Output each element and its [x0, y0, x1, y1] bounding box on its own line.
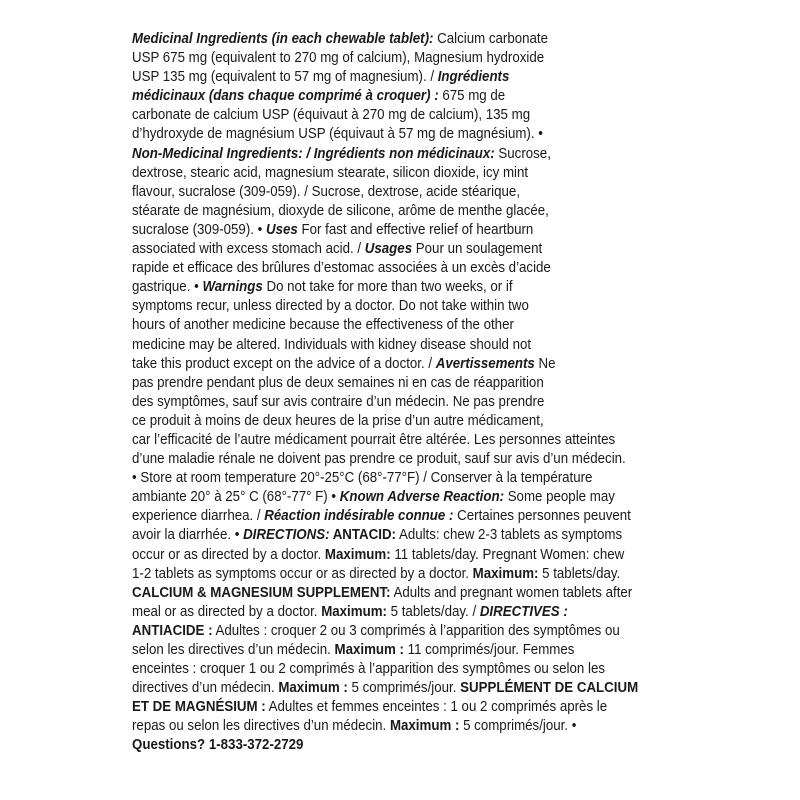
text-line: [132, 507, 653, 526]
text-line: [132, 336, 653, 355]
text-line: [132, 30, 653, 49]
text-line: [132, 125, 653, 144]
text-line: [132, 641, 653, 660]
text-segment: dextrose, stearic acid, magnesium stearate, silicon dioxide, icy mint: [132, 164, 529, 181]
text-segment: stéarate de magnésium, dioxyde de silicone, arôme de menthe glacée,: [132, 202, 549, 219]
text-line: [132, 565, 653, 584]
text-segment: Pour un soulagement: [412, 241, 543, 258]
text-segment: Adultes : croquer 2 ou 3 comprimés à l’apparition des symptômes ou: [212, 622, 620, 639]
text-line: [132, 221, 653, 240]
emphasis-segment: DIRECTIONS:: [243, 527, 330, 544]
emphasis-segment: Maximum:: [321, 603, 387, 620]
emphasis-segment: Réaction indésirable connue :: [264, 508, 454, 525]
text-segment: 1-2 tablets as symptoms occur or as directed by a doctor.: [132, 565, 473, 582]
text-line: [132, 603, 653, 622]
text-segment: experience diarrhea. /: [132, 508, 265, 525]
text-segment: Do not take for more than two weeks, or if: [262, 279, 513, 296]
emphasis-segment: Maximum:: [324, 546, 391, 563]
emphasis-segment: Known Adverse Reaction:: [339, 489, 504, 506]
text-segment: associated with excess stomach acid. /: [132, 241, 365, 258]
emphasis-segment: Uses: [265, 221, 298, 238]
emphasis-segment: médicinaux (dans chaque comprimé à croquer) :: [132, 88, 439, 105]
text-segment: Adults and pregnant women tablets after: [390, 584, 633, 601]
text-line: [132, 393, 653, 412]
text-segment: USP 675 mg (equivalent to 270 mg of calcium), Magnesium hydroxide: [132, 50, 545, 67]
text-line: [132, 622, 653, 641]
text-segment: take this product except on the advice of a doctor. /: [132, 355, 436, 372]
text-segment: symptoms recur, unless directed by a doctor. Do not take within two: [132, 298, 529, 315]
text-line: [132, 469, 653, 488]
text-segment: 11 tablets/day. Pregnant Women: chew: [390, 546, 625, 563]
text-segment: USP 135 mg (equivalent to 57 mg of magnesium). /: [132, 69, 438, 86]
emphasis-segment: Medicinal Ingredients (in each chewable tablet):: [132, 31, 434, 47]
text-segment: Adults: chew 2-3 tablets as symptoms: [395, 527, 623, 544]
text-segment: 5 comprimés/jour.: [347, 680, 461, 697]
emphasis-segment: ET DE MAGNÉSIUM :: [132, 699, 266, 716]
text-segment: • Store at room temperature 20°-25°C (68°-77°F) / Conserver à la température: [132, 470, 593, 487]
text-segment: hours of another medicine because the effectiveness of the other: [132, 317, 514, 334]
text-line: [132, 240, 653, 259]
text-line: [132, 164, 653, 183]
text-segment: avoir la diarrhée. •: [132, 527, 244, 544]
text-line: [132, 412, 653, 431]
text-segment: 5 tablets/day. /: [386, 603, 480, 620]
text-line: [132, 679, 653, 698]
emphasis-segment: Maximum:: [472, 565, 539, 582]
text-segment: occur or as directed by a doctor.: [132, 546, 325, 563]
text-segment: ce produit à moins de deux heures de la prise d’un autre médicament,: [132, 412, 544, 429]
text-segment: Some people may: [504, 489, 615, 506]
text-segment: 11 comprimés/jour. Femmes: [403, 642, 575, 658]
product-label-text: [132, 30, 653, 756]
text-line: [132, 526, 653, 545]
text-segment: enceintes : croquer 1 ou 2 comprimés à l’apparition des symptômes ou selon les: [132, 661, 605, 678]
text-segment: ambiante 20° à 25° C (68°-77° F) •: [132, 489, 340, 506]
text-segment: 5 tablets/day.: [538, 565, 621, 582]
text-segment: repas ou selon les directives d’un médecin.: [132, 718, 390, 735]
text-line: [132, 355, 653, 374]
text-segment: 675 mg de: [438, 88, 506, 105]
text-line: [132, 259, 653, 278]
text-line: [132, 736, 653, 755]
text-line: [132, 202, 653, 221]
text-segment: carbonate de calcium USP (équivaut à 270 mg de calcium), 135 mg: [132, 107, 531, 124]
text-segment: sucralose (309-059). •: [132, 221, 266, 238]
text-segment: gastrique. •: [132, 279, 203, 296]
text-line: [132, 450, 653, 469]
text-segment: Sucrose,: [494, 145, 551, 162]
text-segment: Adultes et femmes enceintes : 1 ou 2 comprimés après le: [265, 699, 608, 716]
text-line: [132, 431, 653, 450]
text-line: [132, 87, 653, 106]
text-segment: rapide et efficace des brûlures d’estomac associées à un excès d’acide: [132, 260, 551, 277]
emphasis-segment: ANTIACIDE :: [132, 622, 213, 639]
text-line: [132, 68, 653, 87]
emphasis-segment: Usages: [364, 241, 413, 258]
emphasis-segment: Warnings: [202, 279, 263, 296]
text-line: [132, 106, 653, 125]
text-segment: 5 comprimés/jour. •: [459, 718, 577, 735]
text-line: [132, 717, 653, 736]
emphasis-segment: DIRECTIVES :: [479, 603, 568, 620]
emphasis-segment: CALCIUM & MAGNESIUM SUPPLEMENT:: [132, 584, 391, 601]
text-segment: car l’efficacité de l’autre médicament pourrait être altérée. Les personnes atteintes: [132, 431, 616, 448]
text-segment: d’une maladie rénale ne doivent pas prendre ce produit, sauf sur avis d’un médecin.: [132, 451, 626, 468]
text-line: [132, 278, 653, 297]
text-line: [132, 488, 653, 507]
text-segment: pas prendre pendant plus de deux semaines ni en cas de réapparition: [132, 374, 544, 391]
text-line: [132, 374, 653, 393]
text-segment: directives d’un médecin.: [132, 680, 279, 697]
text-line: [132, 145, 653, 164]
text-segment: des symptômes, sauf sur avis contraire d’un médecin. Ne pas prendre: [132, 393, 545, 410]
text-line: [132, 297, 653, 316]
emphasis-segment: Ingrédients: [437, 69, 510, 86]
text-segment: flavour, sucralose (309-059). / Sucrose, dextrose, acide stéarique,: [132, 183, 521, 200]
text-segment: d’hydroxyde de magnésium USP (équivaut à 57 mg de magnésium). •: [132, 126, 543, 143]
text-line: [132, 316, 653, 335]
text-segment: medicine may be altered. Individuals with kidney disease should not: [132, 336, 532, 353]
text-segment: Certaines personnes peuvent: [453, 508, 631, 525]
text-segment: Calcium carbonate: [433, 31, 549, 47]
text-line: [132, 660, 653, 679]
emphasis-segment: Avertissements: [435, 355, 535, 372]
text-line: [132, 183, 653, 202]
text-line: [132, 698, 653, 717]
text-segment: selon les directives d’un médecin.: [132, 642, 335, 658]
emphasis-segment: ANTACID:: [329, 527, 396, 544]
text-segment: meal or as directed by a doctor.: [132, 603, 322, 620]
emphasis-segment: Non-Medicinal Ingredients: / Ingrédients non médicinaux:: [132, 145, 495, 162]
emphasis-segment: Maximum :: [334, 642, 404, 658]
emphasis-segment: Maximum :: [389, 718, 460, 735]
emphasis-segment: Maximum :: [278, 680, 348, 697]
emphasis-segment: SUPPLÉMENT DE CALCIUM: [460, 680, 639, 697]
text-segment: For fast and effective relief of heartburn: [297, 221, 534, 238]
text-line: [132, 584, 653, 603]
text-segment: Ne: [534, 355, 556, 372]
text-line: [132, 49, 653, 68]
text-line: [132, 546, 653, 565]
emphasis-segment: Questions? 1-833-372-2729: [132, 737, 304, 754]
